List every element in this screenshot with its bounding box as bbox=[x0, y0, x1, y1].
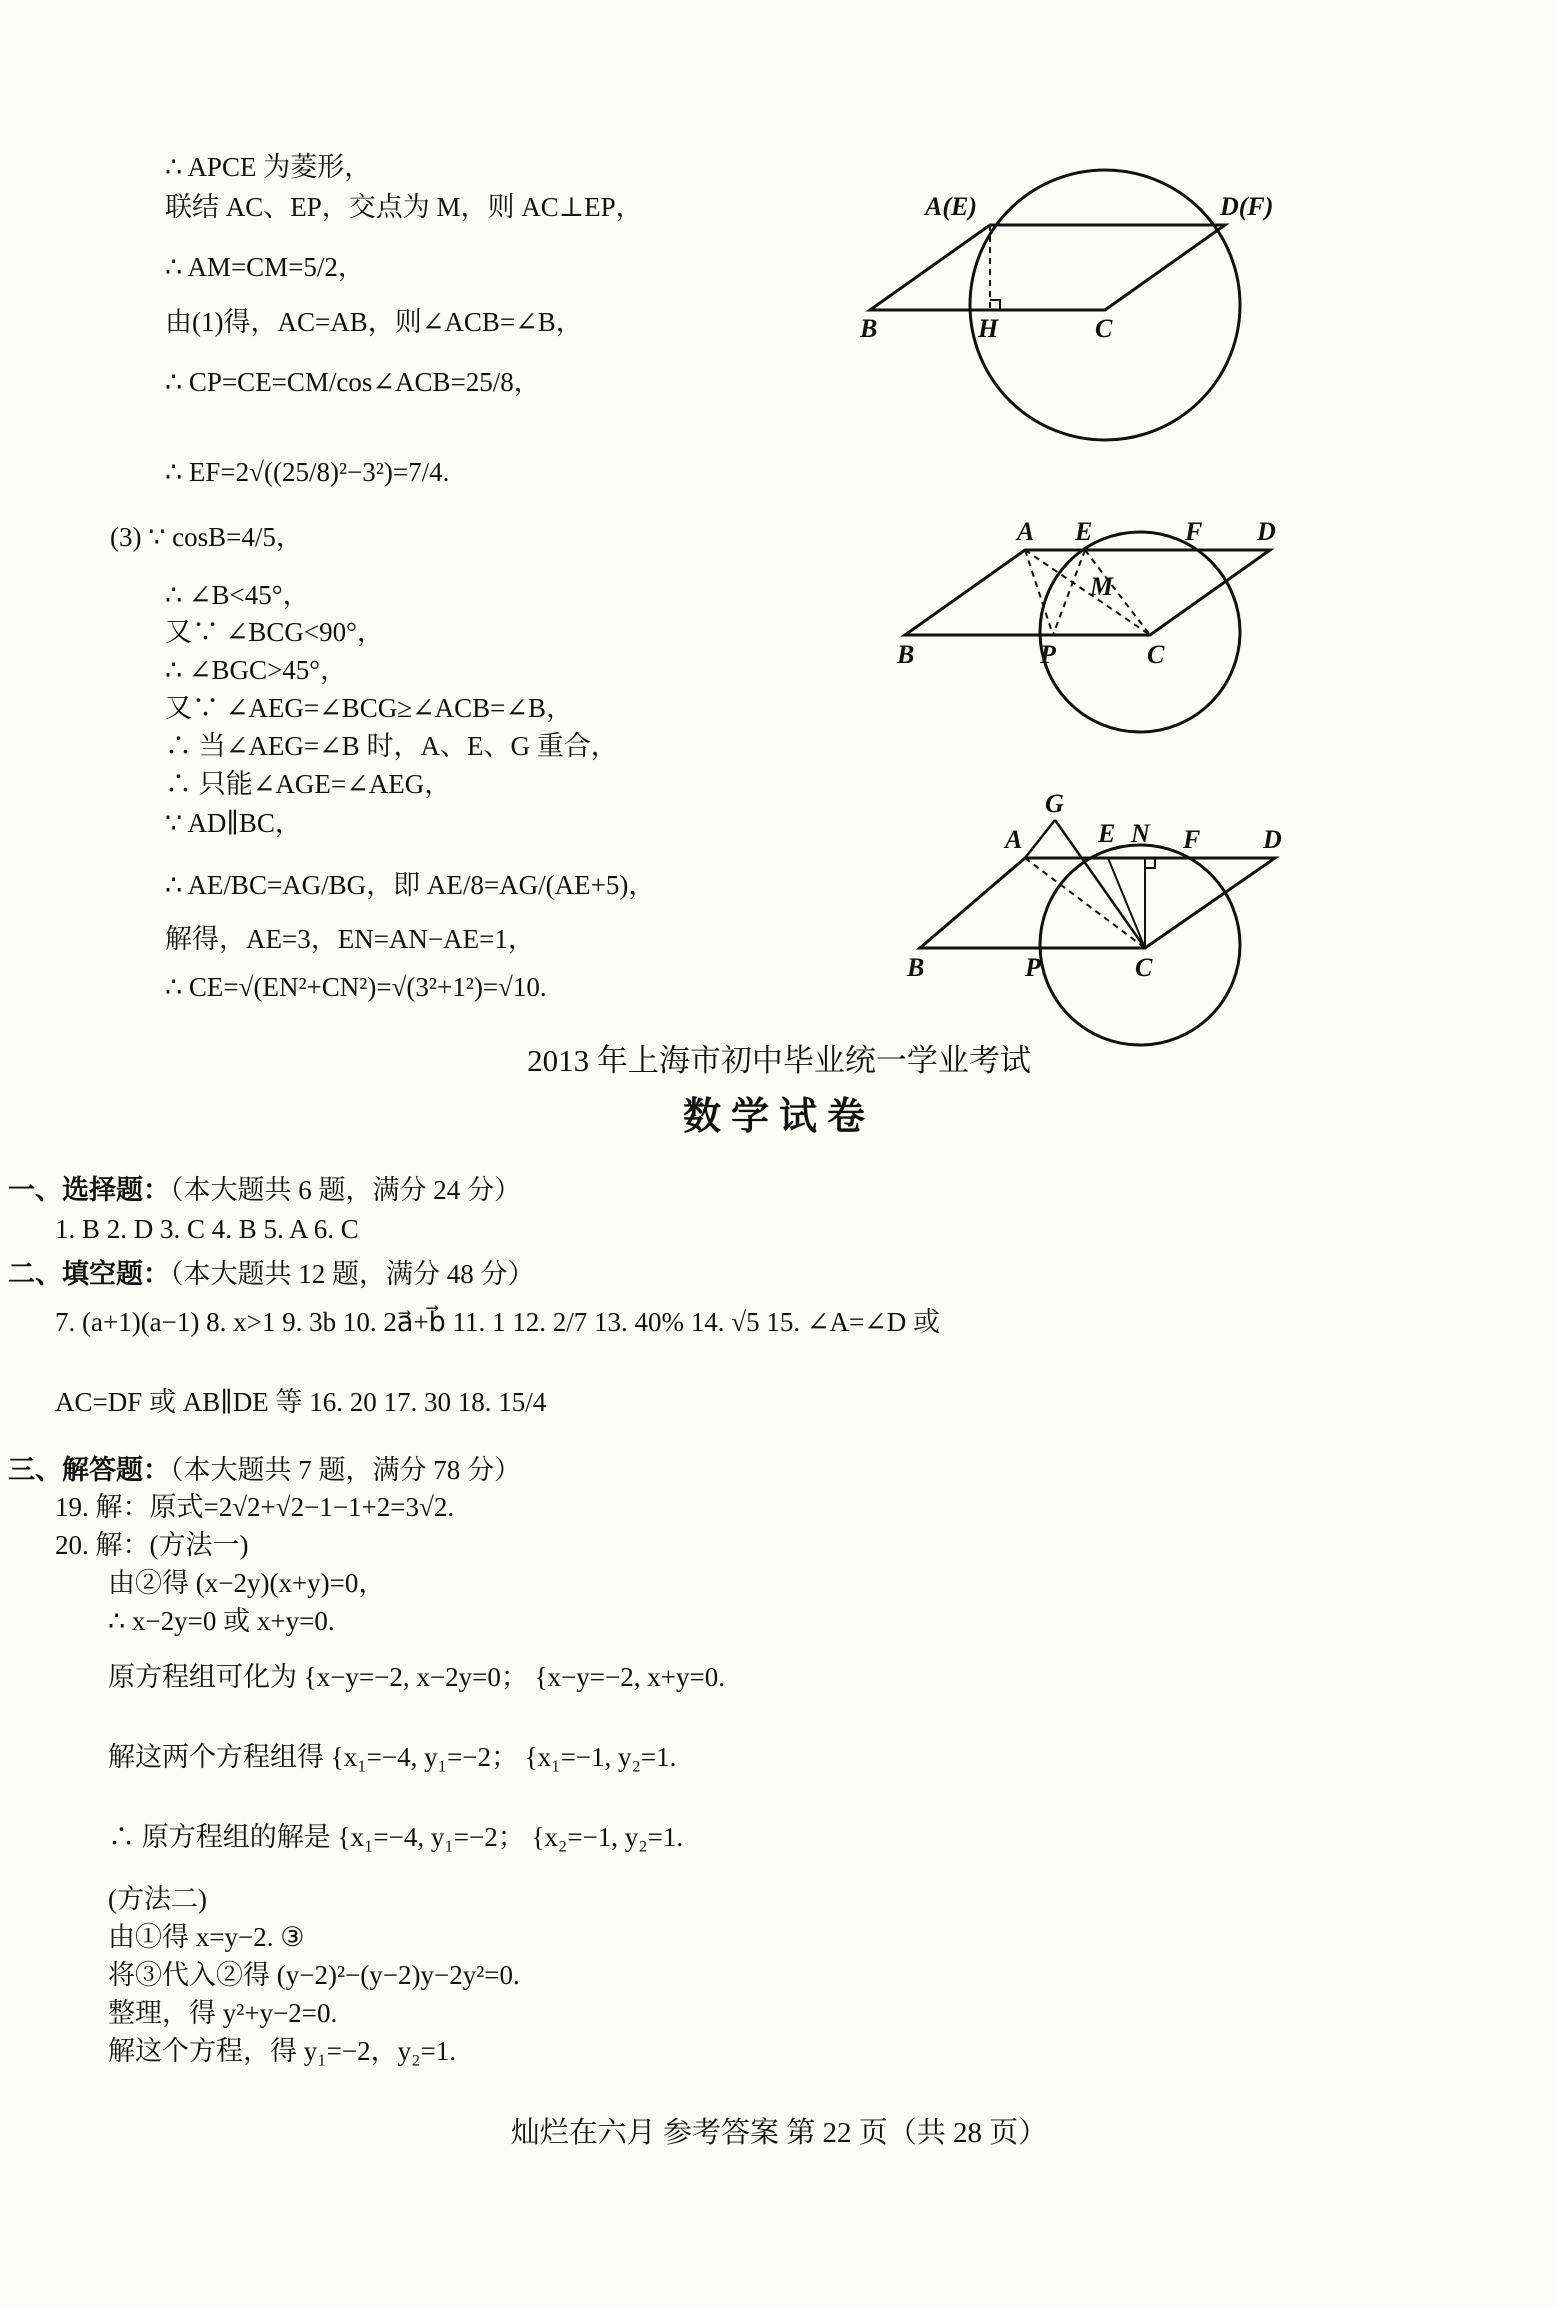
text-line: ∴ CE=√(EN²+CN²)=√(3²+1²)=√10. bbox=[165, 972, 547, 1002]
text-line: ∴ 原方程组的解是 {x₁=−4, y₁=−2； {x₂=−1, y₂=1. bbox=[108, 1822, 684, 1852]
text-line: (方法二) bbox=[108, 1884, 207, 1914]
label-A: A(E) bbox=[925, 192, 977, 221]
text-line: 原方程组可化为 {x−y=−2, x−2y=0； {x−y=−2, x+y=0. bbox=[108, 1662, 725, 1692]
text-line: ∴ x−2y=0 或 x+y=0. bbox=[108, 1606, 335, 1636]
label-P: P bbox=[1025, 953, 1041, 982]
label-C: C bbox=[1095, 314, 1113, 343]
text-line: ∵ AD∥BC， bbox=[165, 808, 302, 838]
exam-subtitle: 数学试卷 bbox=[682, 1096, 875, 1138]
text-line: 整理，得 y²+y−2=0. bbox=[108, 1998, 338, 2028]
parallelogram bbox=[905, 550, 1270, 635]
exam-title: 2013 年上海市初中毕业统一学业考试 bbox=[527, 1043, 1031, 1078]
label-C: C bbox=[1147, 640, 1165, 669]
label-M: M bbox=[1090, 572, 1114, 601]
label-G: G bbox=[1045, 789, 1064, 818]
section-2-heading: 二、填空题：（本大题共 12 题，满分 48 分） bbox=[8, 1259, 535, 1289]
label-N: N bbox=[1131, 819, 1150, 848]
text-line: (3) ∵ cosB=4/5， bbox=[110, 522, 303, 552]
text-line: 20. 解：(方法一) bbox=[55, 1530, 249, 1560]
label-A: A bbox=[1005, 825, 1023, 854]
text-line: 将③代入②得 (y−2)²−(y−2)y−2y²=0. bbox=[108, 1960, 520, 1990]
section-3-heading: 三、解答题：（本大题共 7 题，满分 78 分） bbox=[8, 1455, 521, 1485]
label-D: D bbox=[1263, 825, 1282, 854]
label-D: D(F) bbox=[1220, 192, 1274, 221]
label-B: B bbox=[897, 640, 915, 669]
text-line: ∴ AE/BC=AG/BG，即 AE/8=AG/(AE+5)， bbox=[165, 870, 656, 900]
text-line: ∴ 当∠AEG=∠B 时，A、E、G 重合， bbox=[165, 731, 618, 761]
label-E: E bbox=[1075, 517, 1093, 546]
section-1-answers: 1. B 2. D 3. C 4. B 5. A 6. C bbox=[55, 1214, 359, 1244]
label-H: H bbox=[978, 314, 999, 343]
text-line: 由(1)得，AC=AB，则∠ACB=∠B， bbox=[165, 307, 583, 337]
label-B: B bbox=[860, 314, 878, 343]
section-2-answers-line1: 7. (a+1)(a−1) 8. x>1 9. 3b 10. 2a⃗+b⃗ 11. 1 12. 2/7 13. 40% 14. √5 15. ∠A=∠D 或 bbox=[55, 1307, 941, 1337]
section-1-heading: 一、选择题：（本大题共 6 题，满分 24 分） bbox=[8, 1175, 521, 1205]
label-B: B bbox=[907, 953, 925, 982]
text-line: ∴ EF=2√((25/8)²−3²)=7/4. bbox=[165, 457, 450, 487]
text-line: ∴ APCE 为菱形， bbox=[165, 152, 372, 182]
label-P: P bbox=[1040, 640, 1056, 669]
text-line: ∴ CP=CE=CM/cos∠ACB=25/8， bbox=[165, 367, 541, 397]
text-line: 解得，AE=3，EN=AN−AE=1， bbox=[165, 924, 535, 954]
parallelogram bbox=[870, 225, 1225, 310]
label-E: E bbox=[1098, 819, 1116, 848]
label-C: C bbox=[1135, 953, 1153, 982]
label-F: F bbox=[1183, 825, 1201, 854]
text-line: 19. 解：原式=2√2+√2−1−1+2=3√2. bbox=[55, 1492, 455, 1522]
text-line: ∴ 只能∠AGE=∠AEG， bbox=[165, 769, 452, 799]
text-line: 解这两个方程组得 {x₁=−4, y₁=−2； {x₁=−1, y₂=1. bbox=[108, 1742, 677, 1772]
geometry-figure-1 bbox=[860, 185, 1280, 465]
geometry-figure-3 bbox=[895, 790, 1295, 1050]
text-line: 联结 AC、EP，交点为 M，则 AC⊥EP， bbox=[165, 192, 643, 222]
text-line: 由①得 x=y−2. ③ bbox=[108, 1922, 305, 1952]
text-line: ∴ AM=CM=5/2， bbox=[165, 252, 365, 282]
label-F: F bbox=[1185, 517, 1203, 546]
label-A: A bbox=[1017, 517, 1035, 546]
page-footer: 灿烂在六月 参考答案 第 22 页（共 28 页） bbox=[510, 2117, 1048, 2149]
text-line: 又∵ ∠BCG<90°， bbox=[165, 617, 384, 647]
text-line: ∴ ∠BGC>45°， bbox=[165, 655, 348, 685]
text-line: 解这个方程，得 y₁=−2，y₂=1. bbox=[108, 2036, 457, 2066]
circle bbox=[970, 170, 1240, 440]
geometry-figure-2 bbox=[897, 517, 1285, 745]
section-2-answers-line2: AC=DF 或 AB∥DE 等 16. 20 17. 30 18. 15/4 bbox=[55, 1387, 547, 1417]
parallelogram bbox=[920, 858, 1275, 948]
text-line: ∴ ∠B<45°， bbox=[165, 580, 310, 610]
label-D: D bbox=[1257, 517, 1276, 546]
text-line: 又∵ ∠AEG=∠BCG≥∠ACB=∠B， bbox=[165, 693, 574, 723]
text-line: 由②得 (x−2y)(x+y)=0， bbox=[108, 1568, 386, 1598]
circle bbox=[1040, 532, 1240, 732]
